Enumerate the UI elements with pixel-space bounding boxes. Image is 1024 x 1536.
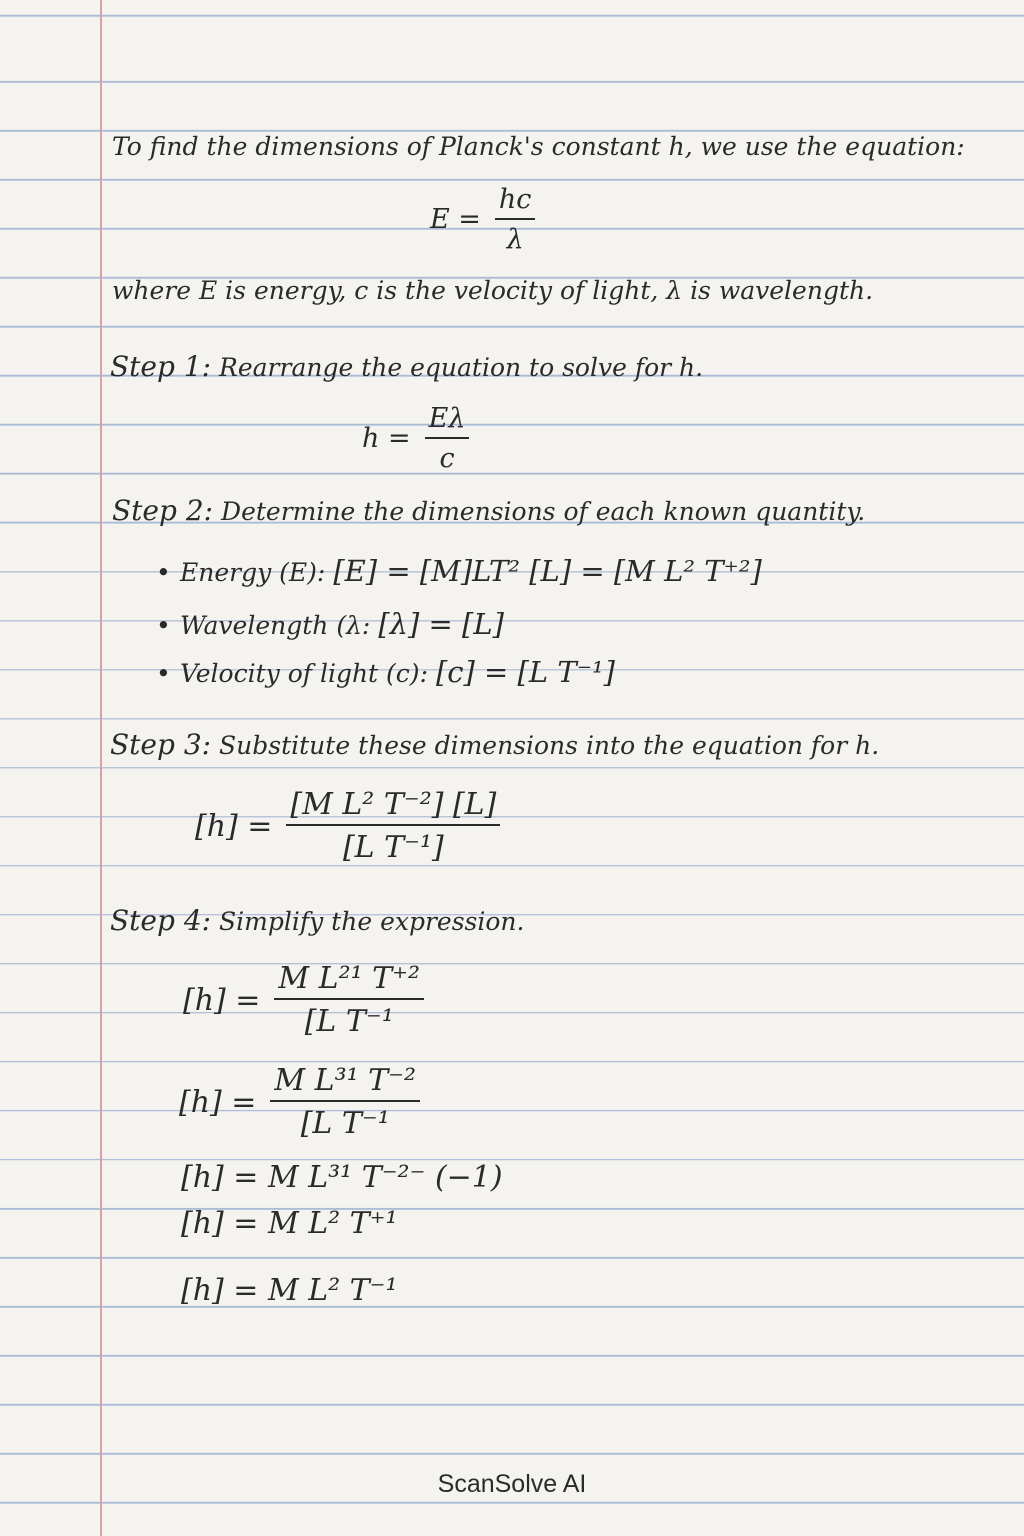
step1-text: Rearrange the equation to solve for h. — [219, 353, 704, 382]
where-text: where E is energy, c is the velocity of light, λ is wavelength. — [112, 276, 874, 305]
step3-equation-denominator: [L T⁻¹] — [342, 830, 444, 865]
step1-label: Step 1: — [110, 350, 212, 383]
step4-heading — [110, 904, 524, 937]
step3-equation-lhs: [h] = — [195, 808, 273, 844]
bullet-energy-label: Energy (E): — [180, 558, 326, 587]
bullet-velocity-expr: [c] = [L T⁻¹] — [435, 655, 615, 689]
step3-equation-numerator: [M L² T⁻²] [L] — [286, 788, 500, 826]
bullet-wavelength-expr: [λ] = [L] — [378, 607, 504, 641]
notebook-margin-line — [100, 0, 102, 1536]
step1-heading — [110, 350, 703, 383]
step4-equation-3: [h] = M L³¹ T⁻²⁻ (−1) — [181, 1160, 503, 1195]
step4-label: Step 4: — [110, 904, 212, 937]
step4-eq1-numerator: M L²¹ T⁺² — [274, 962, 424, 1000]
step4-eq2-numerator: M L³¹ T⁻² — [270, 1064, 420, 1102]
step3-heading — [110, 728, 879, 761]
step2-label: Step 2: — [112, 494, 214, 527]
footer-brand: ScanSolve AI — [437, 1470, 587, 1498]
bullet-energy-expr: [E] = [M]LT² [L] = [M L² T⁺²] — [333, 554, 762, 588]
step4-eq1-denominator: [L T⁻¹ — [304, 1004, 394, 1039]
energy-equation-numerator: hc — [495, 185, 536, 220]
energy-equation-denominator: λ — [506, 223, 524, 255]
step4-equation-4: [h] = M L² T⁺¹ — [181, 1206, 398, 1241]
intro-text: To find the dimensions of Planck's constant h, we use the equation: — [112, 132, 965, 161]
step4-eq2-lhs: [h] = — [179, 1084, 257, 1120]
step1-equation-lhs: h = — [362, 423, 411, 455]
step4-equation-2 — [179, 1064, 420, 1140]
step3-text: Substitute these dimensions into the equation for h. — [219, 731, 880, 760]
bullet-velocity: • Velocity of light (c): [c] = [L T⁻¹] — [156, 655, 615, 689]
step2-heading — [112, 494, 865, 527]
step4-eq1-lhs: [h] = — [183, 982, 261, 1018]
bullet-energy: • Energy (E): [E] = [M]LT² [L] = [M L² T⁺²] — [156, 554, 762, 588]
step1-equation-denominator: c — [439, 442, 455, 474]
step3-label: Step 3: — [110, 728, 212, 761]
energy-equation-lhs: E = — [430, 204, 481, 236]
step4-eq2-denominator: [L T⁻¹ — [300, 1106, 390, 1141]
step2-text: Determine the dimensions of each known quantity. — [221, 497, 866, 526]
step1-equation — [362, 404, 469, 473]
energy-equation — [430, 185, 535, 254]
bullet-wavelength-label: Wavelength (λ: — [180, 611, 371, 640]
step4-equation-1 — [183, 962, 424, 1038]
step3-equation — [195, 788, 500, 864]
step4-final-equation: [h] = M L² T⁻¹ — [181, 1273, 398, 1308]
step4-text: Simplify the expression. — [219, 907, 525, 936]
bullet-wavelength: • Wavelength (λ: [λ] = [L] — [156, 607, 504, 641]
step1-equation-numerator: Eλ — [425, 404, 470, 439]
bullet-velocity-label: Velocity of light (c): — [180, 659, 428, 688]
